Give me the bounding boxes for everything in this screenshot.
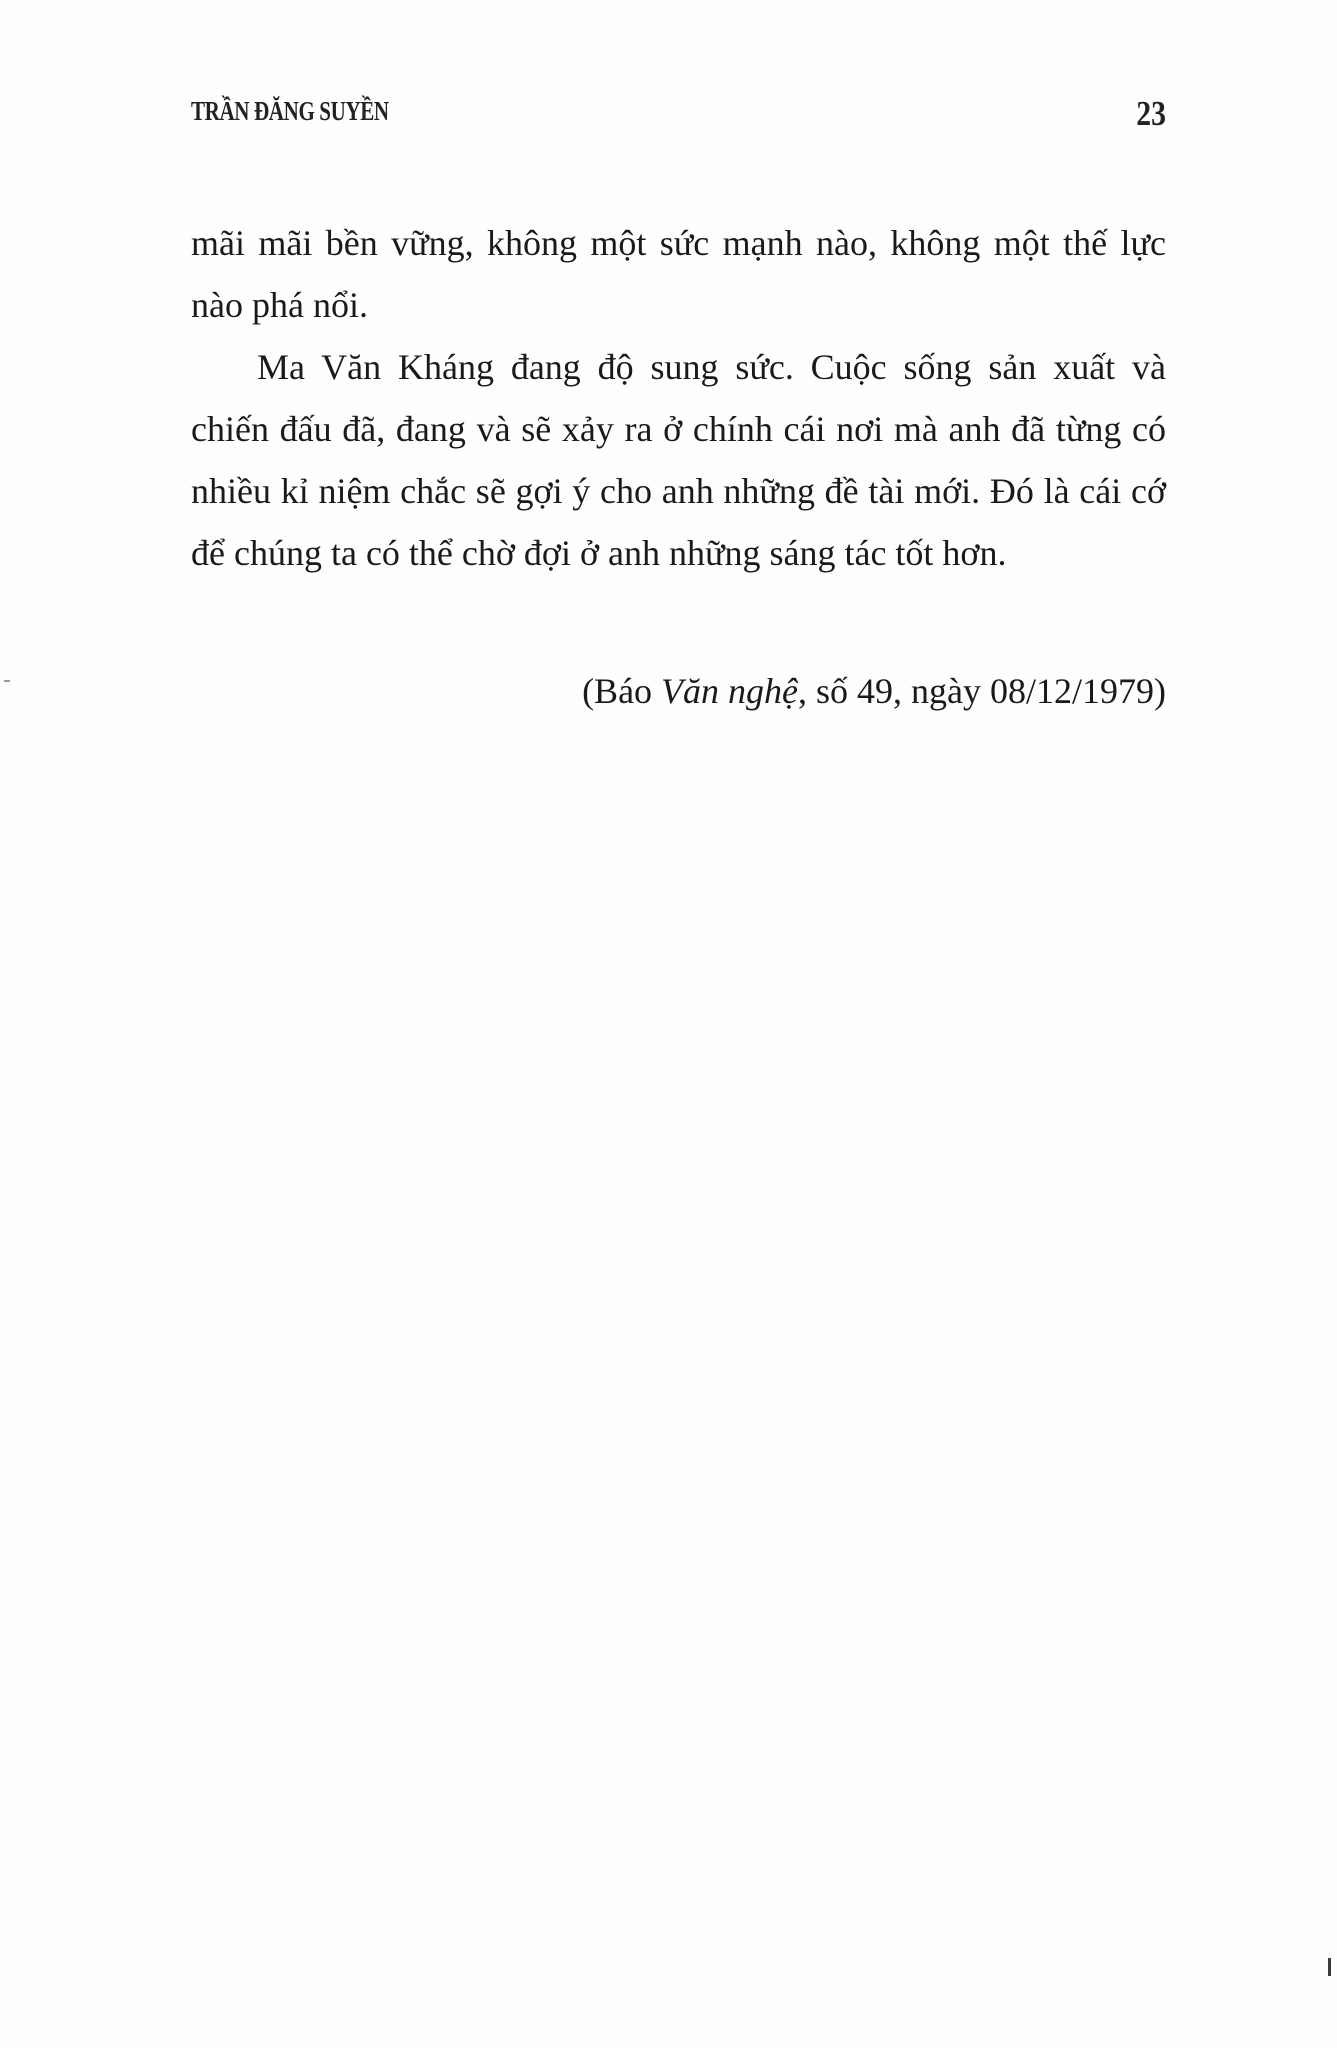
source-newspaper-title: Văn nghệ [661, 671, 799, 711]
page-number: 23 [1136, 94, 1166, 133]
source-citation [582, 660, 1166, 722]
scan-mark-right [1328, 1958, 1331, 1976]
source-prefix: (Báo [582, 671, 662, 711]
paragraph: Ma Văn Kháng đang độ sung sức. Cuộc sống sản xuất và chiến đấu đã, đang và sẽ xảy ra ở chính cái nơi mà anh đã từng có nhiều kỉ niệm chắc sẽ gợi ý cho anh những đề tài mới. Đó là cái cớ để chúng ta có thể chờ đợi ở anh những sáng tác tốt hơn. [191, 347, 1166, 573]
scan-mark-left [4, 680, 10, 682]
body-text [191, 212, 1166, 584]
paragraph-continued: mãi mãi bền vững, không một sức mạnh nào, không một thế lực nào phá nổi. [191, 223, 1166, 325]
page-header [191, 96, 1166, 140]
running-head: TRẦN ĐĂNG SUYỀN [191, 96, 389, 126]
source-suffix: , số 49, ngày 08/12/1979) [798, 671, 1166, 711]
